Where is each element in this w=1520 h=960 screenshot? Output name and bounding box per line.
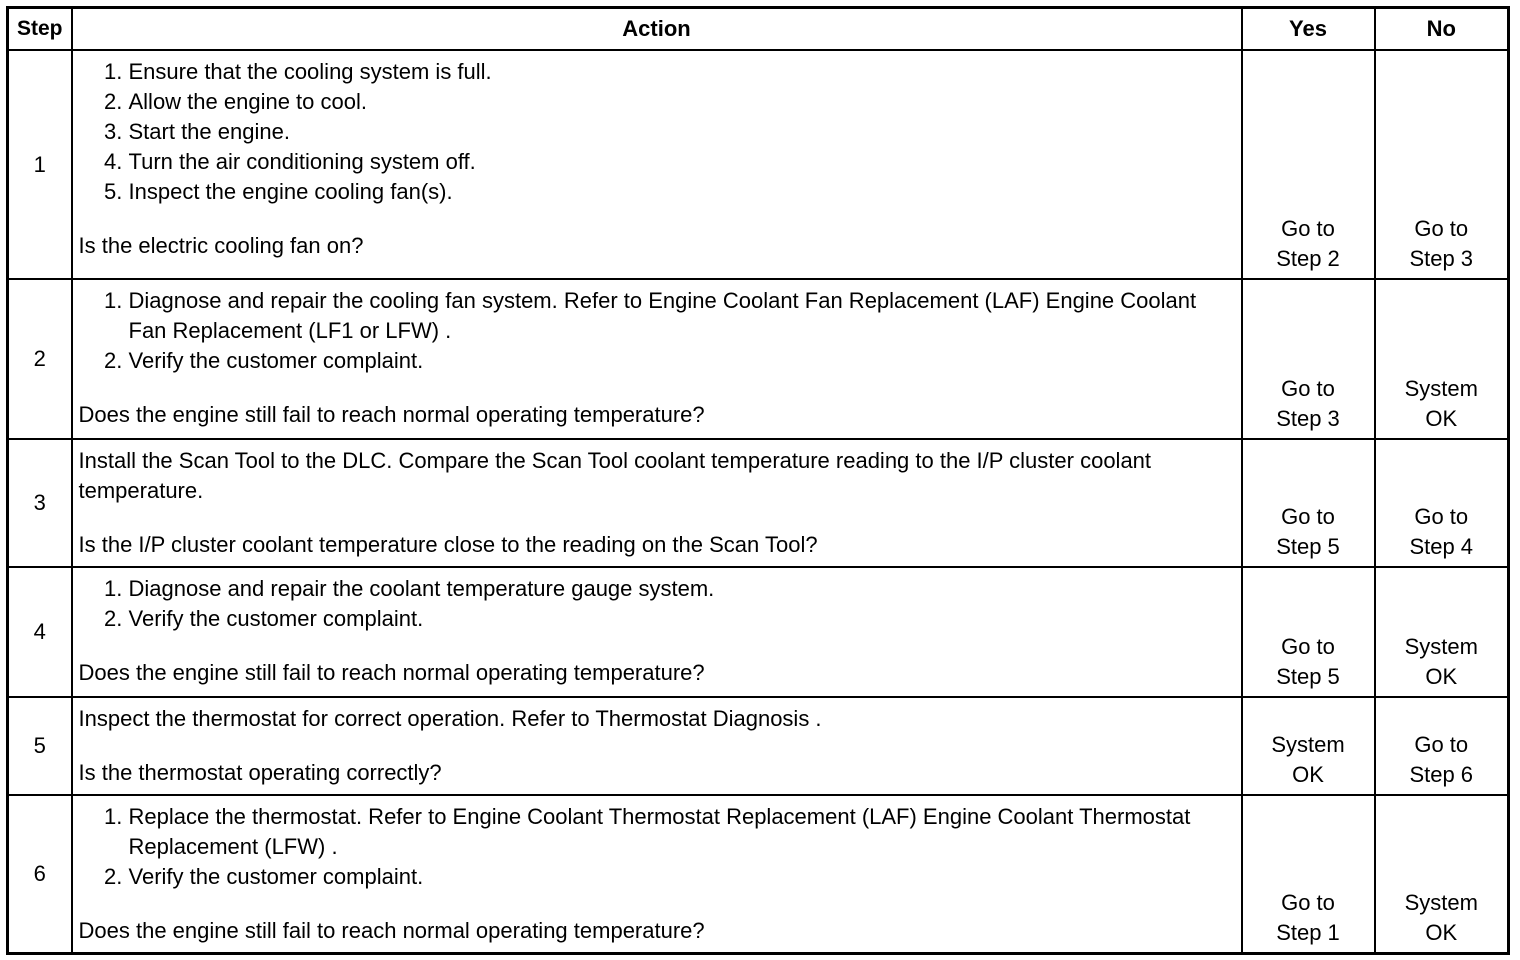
list-item: 5. Inspect the engine cooling fan(s). xyxy=(129,177,1233,207)
question-text: Is the I/P cluster coolant temperature close to the reading on the Scan Tool? xyxy=(78,532,818,557)
yes-cell xyxy=(1242,279,1375,439)
list-item: 2. Allow the engine to cool. xyxy=(129,87,1233,117)
no-cell xyxy=(1375,279,1509,439)
step-number: 3 xyxy=(8,439,72,567)
list-item: 1. Diagnose and repair the cooling fan system. Refer to Engine Coolant Fan Replacement (LAF) Engine Coolant Fan Replacement (LF1 or LFW) . xyxy=(129,286,1233,346)
action-text: Install the Scan Tool to the DLC. Compare the Scan Tool coolant temperature reading to the I/P cluster coolant temperature. xyxy=(78,448,1152,503)
no-cell xyxy=(1375,697,1509,795)
yes-line-2: OK xyxy=(1292,762,1324,787)
action-list xyxy=(79,57,1233,207)
no-line-1: Go to xyxy=(1414,732,1469,757)
question-text: Is the thermostat operating correctly? xyxy=(78,760,442,785)
no-cell xyxy=(1375,567,1509,697)
table-row xyxy=(8,50,1509,279)
no-line-2: OK xyxy=(1425,406,1458,431)
yes-line-1: Go to xyxy=(1281,216,1335,241)
list-item: 4. Turn the air conditioning system off. xyxy=(129,147,1233,177)
no-line-1: System xyxy=(1404,376,1478,401)
header-row xyxy=(8,8,1509,51)
no-line-2: Step 3 xyxy=(1409,246,1474,271)
question-text: Is the electric cooling fan on? xyxy=(78,233,364,258)
yes-line-1: Go to xyxy=(1281,376,1335,401)
table-row xyxy=(8,439,1509,567)
list-item: 2. Verify the customer complaint. xyxy=(129,604,1233,634)
yes-cell xyxy=(1242,567,1375,697)
header-no: No xyxy=(1375,8,1509,51)
yes-line-2: Step 3 xyxy=(1276,406,1340,431)
step-number: 6 xyxy=(8,795,72,954)
table-row xyxy=(8,697,1509,795)
no-cell xyxy=(1375,50,1509,279)
action-cell xyxy=(72,795,1242,954)
yes-line-2: Step 5 xyxy=(1276,664,1340,689)
no-line-2: Step 4 xyxy=(1409,534,1474,559)
action-cell xyxy=(72,697,1242,795)
step-number: 2 xyxy=(8,279,72,439)
no-line-1: Go to xyxy=(1414,504,1469,529)
step-number: 4 xyxy=(8,567,72,697)
question-text: Does the engine still fail to reach normal operating temperature? xyxy=(78,660,705,685)
diagnostic-table-container xyxy=(6,6,1510,955)
yes-line-2: Step 1 xyxy=(1276,920,1340,945)
diagnostic-table xyxy=(6,6,1510,955)
yes-cell xyxy=(1242,795,1375,954)
list-item: 1. Diagnose and repair the coolant temperature gauge system. xyxy=(129,574,1233,604)
header-step: Step xyxy=(8,8,72,51)
no-line-2: Step 6 xyxy=(1409,762,1474,787)
action-cell xyxy=(72,567,1242,697)
question-text: Does the engine still fail to reach normal operating temperature? xyxy=(78,402,705,427)
yes-cell xyxy=(1242,50,1375,279)
list-item: 1. Replace the thermostat. Refer to Engine Coolant Thermostat Replacement (LAF) Engine Coolant Thermostat Replacement (LFW) . xyxy=(129,802,1233,862)
no-line-1: System xyxy=(1404,890,1478,915)
list-item: 2. Verify the customer complaint. xyxy=(129,346,1233,376)
table-row xyxy=(8,279,1509,439)
no-cell xyxy=(1375,795,1509,954)
no-line-1: Go to xyxy=(1414,216,1469,241)
table-row xyxy=(8,795,1509,954)
action-cell xyxy=(72,50,1242,279)
question-text: Does the engine still fail to reach normal operating temperature? xyxy=(78,918,705,943)
yes-line-2: Step 2 xyxy=(1276,246,1340,271)
yes-line-1: Go to xyxy=(1281,634,1335,659)
list-item: 3. Start the engine. xyxy=(129,117,1233,147)
no-line-2: OK xyxy=(1425,920,1458,945)
table-row xyxy=(8,567,1509,697)
yes-cell xyxy=(1242,697,1375,795)
yes-cell xyxy=(1242,439,1375,567)
header-yes: Yes xyxy=(1242,8,1375,51)
action-cell xyxy=(72,439,1242,567)
step-number: 1 xyxy=(8,50,72,279)
no-line-2: OK xyxy=(1425,664,1458,689)
no-cell xyxy=(1375,439,1509,567)
no-line-1: System xyxy=(1404,634,1478,659)
step-number: 5 xyxy=(8,697,72,795)
list-item: 2. Verify the customer complaint. xyxy=(129,862,1233,892)
header-action: Action xyxy=(72,8,1242,51)
yes-line-2: Step 5 xyxy=(1276,534,1340,559)
yes-line-1: System xyxy=(1271,732,1345,757)
action-list xyxy=(79,286,1233,376)
action-list xyxy=(79,802,1233,892)
yes-line-1: Go to xyxy=(1281,890,1335,915)
action-list xyxy=(79,574,1233,634)
action-text: Inspect the thermostat for correct operation. Refer to Thermostat Diagnosis . xyxy=(78,706,822,731)
action-cell xyxy=(72,279,1242,439)
yes-line-1: Go to xyxy=(1281,504,1335,529)
list-item: 1. Ensure that the cooling system is full. xyxy=(129,57,1233,87)
